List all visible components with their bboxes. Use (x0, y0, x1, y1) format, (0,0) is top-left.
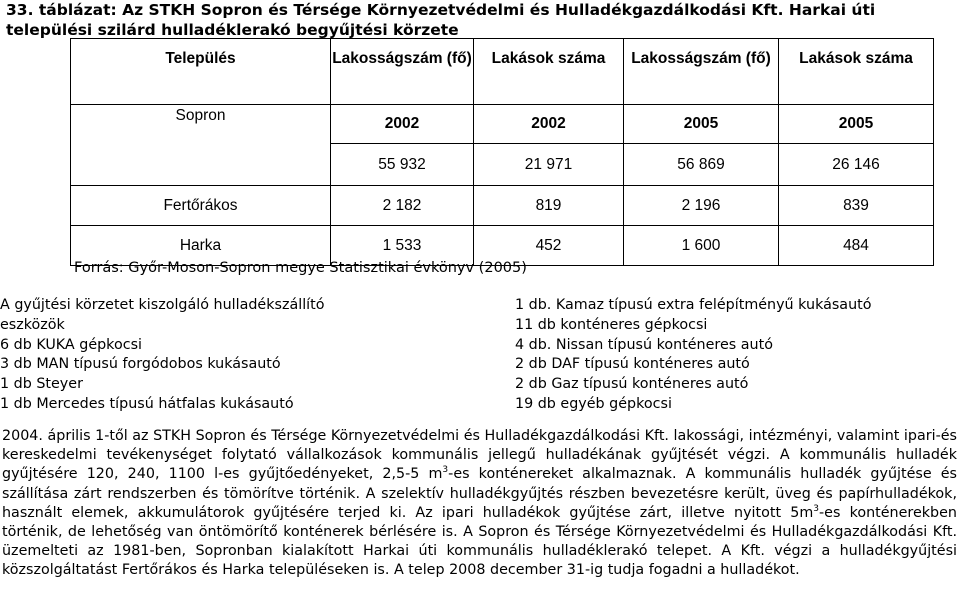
body-paragraph (2, 427, 957, 581)
table-cell: 21 971 (474, 144, 624, 186)
paragraph-text: -es konténerekben történik, de lehetőség van öntömörítő konténerek bérlésére is. A Sopron és Térsége Környezetvédelmi és Hulladékgazdálkodási Kft. üzemelteti az 1981-ben, Sopronban kialakított Harkai úti kommunális hulladéklerakó telepet. A Kft. végzi a hulladékgyűjtési közszolgáltatást Fertőrákos és Harka településeken is. A telep 2008 december 31-ig tudja fogadni a hulladékot. (2, 504, 957, 579)
list-item: 11 db konténeres gépkocsi (515, 316, 708, 333)
year-cell: 2005 (779, 105, 934, 144)
list-item: 2 db DAF típusú konténeres autó (515, 356, 750, 373)
table-cell: 452 (474, 226, 624, 266)
table-cell: 2 182 (331, 186, 474, 226)
superscript: 3 (813, 504, 819, 515)
table-source: Forrás: Győr-Moson-Sopron megye Statisztikai évkönyv (2005) (74, 260, 527, 276)
header-population-2005: Lakosságszám (fő) (624, 39, 779, 105)
header-dwellings-2002: Lakások száma (474, 39, 624, 105)
header-dwellings-2005: Lakások száma (779, 39, 934, 105)
list-item: 1 db Mercedes típusú hátfalas kukásautó (0, 395, 294, 412)
row-name-fertorakos: Fertőrákos (71, 186, 331, 226)
table-cell: 56 869 (624, 144, 779, 186)
list-item: 19 db egyéb gépkocsi (515, 395, 672, 412)
list-item: 2 db Gaz típusú konténeres autó (515, 376, 749, 393)
table-cell: 839 (779, 186, 934, 226)
table-cell: 1 533 (331, 226, 474, 266)
header-population-2002: Lakosságszám (fő) (331, 39, 474, 105)
list-item: A gyűjtési körzetet kiszolgáló hulladékszállító (0, 297, 325, 313)
list-item: 1 db Steyer (0, 376, 83, 393)
table-cell: 1 600 (624, 226, 779, 266)
list-item: eszközök (0, 316, 65, 333)
fleet-list-right (515, 296, 871, 415)
district-table (70, 38, 934, 266)
list-item: 1 db. Kamaz típusú extra felépítményű kukásautó (515, 297, 872, 313)
list-item: 3 db MAN típusú forgódobos kukásautó (0, 356, 281, 373)
table-cell: 26 146 (779, 144, 934, 186)
year-cell: 2005 (624, 105, 779, 144)
list-item: 4 db. Nissan típusú konténeres autó (515, 336, 773, 353)
row-name-harka: Harka (71, 226, 331, 266)
year-cell: 2002 (474, 105, 624, 144)
table-cell: 2 196 (624, 186, 779, 226)
table-cell: 55 932 (331, 144, 474, 186)
table-cell: 484 (779, 226, 934, 266)
fleet-list-left (0, 296, 325, 415)
document-title: 33. táblázat: Az STKH Sopron és Térsége Környezetvédelmi és Hulladékgazdálkodási Kft. Harkai úti települési szilárd hulladéklerakó begyűjtési körzete (6, 1, 876, 39)
paragraph-text: -es konténereket alkalmaznak. A kommunális hulladék gyűjtése és szállítása zárt rendszerben és tömörítve történik. A szelektív hulladékgyűjtés részben bevezetésre került, üveg és papírhulladékok, használt elemek, akkumulátorok gyűjtésére terjed ki. Az ipari hulladékok gyűjtése zárt, illetve nyitott 5m (2, 466, 957, 521)
list-item: 6 db KUKA gépkocsi (0, 336, 142, 353)
superscript: 3 (442, 465, 449, 476)
table-cell: 819 (474, 186, 624, 226)
header-settlement: Település (71, 39, 331, 105)
paragraph-text: 2004. április 1-től az STKH Sopron és Térsége Környezetvédelmi és Hulladékgazdálkodási Kft. lakossági, intézményi, valamint ipari-és kereskedelmi tevékenységet folytató vállalkozások kommunális jellegű hulladékának gyűjtését végzi. A kommunális hulladék gyűjtésére 120, 240, 1100 l-es gyűjtőedényeket, 2,5-5 m (2, 428, 957, 483)
year-cell: 2002 (331, 105, 474, 144)
row-name-sopron: Sopron (71, 105, 331, 186)
